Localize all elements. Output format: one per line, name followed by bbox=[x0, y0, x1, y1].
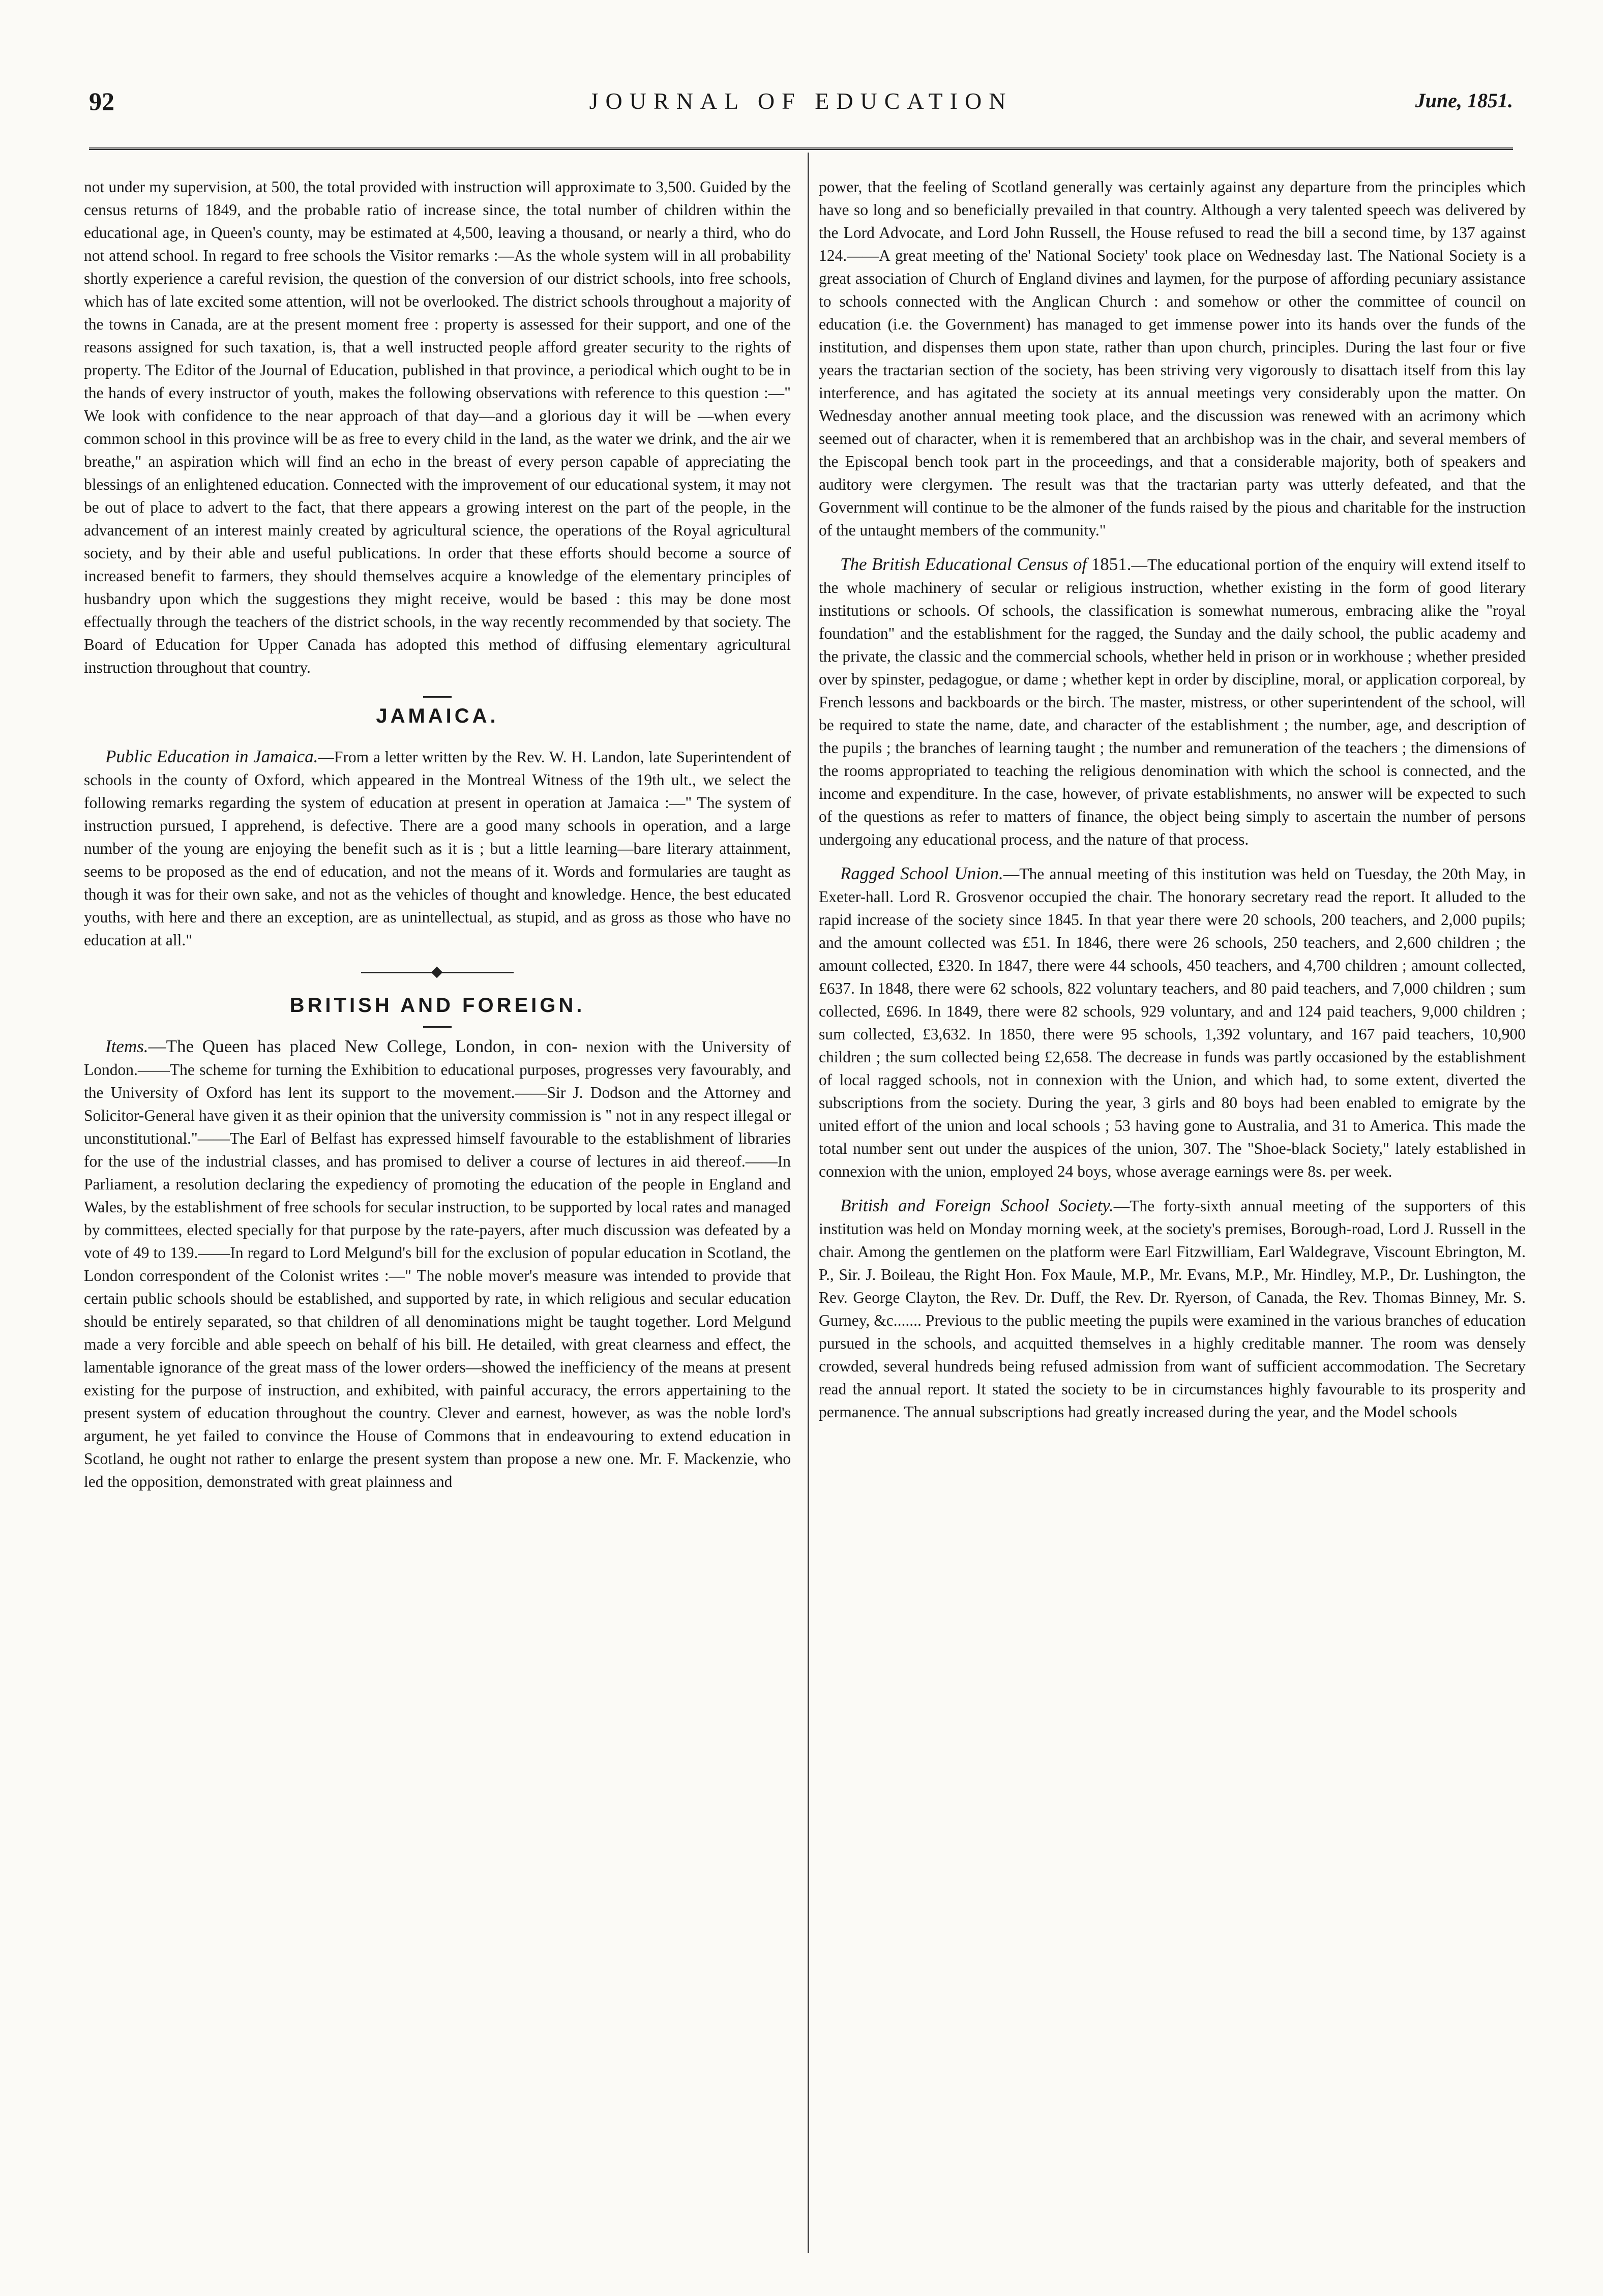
census-run-in: The British Educational Census of bbox=[840, 554, 1087, 574]
census-body: —The educational portion of the enquiry will extend itself to the whole machinery of secular or religious instruction, whether existing in the form of good literary institutions or schools. Of schools, the classification is somewhat numerous, embracing alike the "royal foundation" and the establishment for the ragged, the Sunday and the daily school, the public academy and the private, the classic and the commercial schools, whether held in prison or in workhouse ; whether presided over by spinster, pedagogue, or dame ; whether kept in order by discipline, moral, or application corporeal, by French lessons and backboards or the birch. The master, mistress, or other superintendent of the school, will be required to state the name, date, and character of the establishment ; the number, age, and description of the pupils ; the branches of learning taught ; the number and remuneration of the teachers ; the dimensions of the rooms appropriated to teaching the religious denomination with which the school is connected, and the income and expenditure. In the case, however, of private establishments, no answer will be expected to such of the questions as refer to matters of finance, the object being simply to ascertain the number of persons undergoing any educational process, and the nature of that process. bbox=[819, 556, 1526, 848]
left-column bbox=[84, 175, 791, 1493]
items-paragraph bbox=[84, 1035, 791, 1493]
page-number: 92 bbox=[89, 87, 114, 115]
jamaica-run-in: Public Education in Jamaica. bbox=[105, 747, 318, 766]
bfss-body: —The forty-sixth annual meeting of the supporters of this institution was held on Monday morning week, at the society's premises, Borough-road, Lord J. Russell in the chair. Among the gentlemen on the platform were Earl Fitzwilliam, Earl Waldegrave, Viscount Ebrington, M. P., Sir. J. Boileau, the Right Hon. Fox Maule, M.P., Mr. Evans, M.P., Mr. Hindley, M.P., Dr. Lushington, the Rev. George Clayton, the Rev. Dr. Duff, the Rev. Dr. Ryerson, of Canada, the Rev. Thomas Binney, Mr. S. Gurney, &c....... Previous to the public meeting the pupils were examined in the various branches of education pursued in the schools, and acquitted themselves in a highly creditable manner. The room was densely crowded, several hundreds being refused admission from want of sufficient accommodation. The Secretary read the annual report. It stated the society to be in circumstances highly favourable to its prosperity and permanence. The annual subscriptions had greatly increased during the year, and the Model schools bbox=[819, 1197, 1526, 1421]
section-rule bbox=[423, 696, 452, 698]
continued-paragraph: power, that the feeling of Scotland generally was certainly against any departure from the principles which have so long and so beneficially prevailed in that country. Although a very talented speech was delivered by the Lord Advocate, and Lord John Russell, the House refused to read the bill a second time, by 137 against 124.——A great meeting of the' National Society' took place on Wednesday last. The National Society is a great association of Church of England divines and laymen, for the purpose of affording pecuniary assistance to schools connected with the Anglican Church : and somehow or other the committee of council on education (i.e. the Government) has managed to get immense power into its hands over the funds of the institution, and dispenses them upon state, rather than upon church, principles. During the last four or five years the tractarian section of the society, has been striving very vigorously to disattach itself from this lay interference, and has agitated the society at its annual meetings very considerably upon the matter. On Wednesday another annual meeting took place, and the discussion was renewed with an acrimony which seemed out of character, when it is remembered that an archbishop was in the chair, and several members of the Episcopal bench took part in the proceedings, and that a considerable majority, both of speakers and auditory were clergymen. The result was that the tractarian party was utterly defeated, and that the Government will continue to be the almoner of the funds raised by the pious and charitable for the instruction of the untaught members of the community." bbox=[819, 178, 1526, 539]
running-head bbox=[89, 86, 1513, 122]
ragged-school-body: —The annual meeting of this institution was held on Tuesday, the 20th May, in Exeter-hall. Lord R. Grosvenor occupied the chair. The honorary secretary read the report. It alluded to the rapid increase of the society since 1845. In that year there were 20 schools, 200 teachers, and 2,000 pupils; and the amount collected was £51. In 1846, there were 26 schools, 250 teachers, and 2,600 children ; the amount collected, £320. In 1847, there were 44 schools, 450 teachers, and 4,700 children ; amount collected, £637. In 1848, there were 62 schools, 822 voluntary teachers, and 80 paid teachers, and 7,000 children ; sum collected, £696. In 1849, there were 82 schools, 929 voluntary, and and 124 paid teachers, 9,000 children ; sum collected, £3,632. In 1850, there were 95 schools, 1,392 voluntary, and 167 paid teachers, 10,900 children ; the sum collected being £2,658. The decrease in funds was partly occasioned by the establishment of local ragged schools, not in connexion with the Union, and which had, to some extent, diverted the subscriptions from the society. During the year, 3 girls and 80 boys had been enabled to emigrate by the united effort of the union and local schools ; 53 having gone to Australia, and 31 to America. This made the total number sent out under the auspices of the union, 307. The "Shoe-black Society," lately established in connexion with the union, employed 24 boys, whose average earnings were 8s. per week. bbox=[819, 865, 1526, 1180]
continued-paragraph: not under my supervision, at 500, the total provided with instruction will approximate to 3,500. Guided by the census returns of 1849, and the probable ratio of increase since, the total number of children within the educational age, in Queen's county, may be estimated at 4,500, leaving a thousand, or nearly a third, who do not attend school. In regard to free schools the Visitor remarks :—As the whole system will in all probability shortly experience a careful revision, the question of the conversion of our district schools, into free schools, which has of late excited some attention, will not be overlooked. The district schools throughout a majority of the towns in Canada, are at the present moment free : property is assessed for their support, and one of the reasons assigned for such taxation, is, that a well instructed people afford greater security to the rights of property. The Editor of the Journal of Education, published in that province, a periodical which ought to be in the hands of every instructor of youth, makes the following observations with reference to this question :—" We look with confidence to the near approach of that day—and a glorious day it will be —when every common school in this province will be as free to every child in the land, as the water we drink, and the air we breathe," an aspiration which will find an echo in the breast of every person capable of appreciating the blessings of an enlightened education. Connected with the improvement of our educational system, it may not be out of place to advert to the fact, that there appears a growing interest on the part of the people, in the advancement of an interest mainly created by agricultural science, the operations of the Royal agricultural society, and by their able and useful publications. In order that these efforts should become a source of increased benefit to farmers, they should themselves acquire a knowledge of the elementary principles of husbandry upon which the suggestions they might receive, would be based : this may be done most effectually through the teachers of the district schools, in the way recently recommended by that society. The Board of Education for Upper Canada has adopted this method of diffusing elementary agricultural instruction throughout that country. bbox=[84, 178, 791, 676]
census-paragraph bbox=[819, 553, 1526, 851]
ragged-school-run-in: Ragged School Union. bbox=[840, 863, 1003, 883]
jamaica-paragraph bbox=[84, 745, 791, 951]
ragged-school-paragraph bbox=[819, 862, 1526, 1183]
section-ornament bbox=[361, 970, 514, 975]
journal-title: JOURNAL OF EDUCATION bbox=[589, 88, 1013, 114]
issue-date: June, 1851. bbox=[1415, 89, 1513, 112]
items-run-in: Items. bbox=[105, 1036, 149, 1056]
british-foreign-heading: BRITISH AND FOREIGN. bbox=[289, 994, 585, 1017]
header-rule bbox=[89, 147, 1513, 150]
section-rule bbox=[423, 1026, 452, 1028]
census-year: 1851. bbox=[1091, 554, 1132, 574]
jamaica-body: —From a letter written by the Rev. W. H. Landon, late Superintendent of schools in the county of Oxford, which appeared in the Montreal Witness of the 19th ult., we select the following remarks regarding the system of education at present in operation at Jamaica :—" The system of instruction pursued, I apprehend, is defective. There are a good many schools in operation, and a large number of the young are enjoying the benefit such as it is ; but a little learning—bare literary attainment, seems to be proposed as the end of education, and not the means of it. Words and formularies are taught as though it was for their own sake, and not as the vehicles of thought and knowledge. Hence, the best educated youths, with here and there an exception, are as unintellectual, as stupid, and as gross as those who have no education at all." bbox=[84, 748, 791, 949]
bfss-paragraph bbox=[819, 1194, 1526, 1423]
right-column bbox=[819, 175, 1526, 1423]
column-divider bbox=[808, 153, 809, 2253]
items-body: nexion with the University of London.——The scheme for turning the Exhibition to educational purposes, progresses very favourably, and the University of Oxford has lent its support to the movement.——Sir J. Dodson and the Attorney and Solicitor-General have given it as their opinion that the university commission is " not in any respect illegal or unconstitutional."——The Earl of Belfast has expressed himself favourable to the establishment of libraries for the use of the industrial classes, and has promised to deliver a course of lectures in aid thereof.——In Parliament, a resolution declaring the expediency of promoting the education of the people in England and Wales, by the establishment of free schools for secular instruction, to be supported by local rates and managed by committees, elected specially for that purpose by the rate-payers, after much discussion was defeated by a vote of 49 to 139.——In regard to Lord Melgund's bill for the exclusion of popular education in Scotland, the London correspondent of the Colonist writes :—" The noble mover's measure was intended to provide that certain public schools should be established, and supported by rate, in which religious and secular education should be entirely separated, so that children of all denominations might be taught together. Lord Melgund made a very forcible and able speech on behalf of his bill. He detailed, with great clearness and effect, the lamentable ignorance of the great mass of the lower orders—showed the inefficiency of the means at present existing for the purpose of instruction, and exhibited, with painful accuracy, the errors appertaining to the present system of education throughout the country. Clever and earnest, however, as was the noble lord's argument, he yet failed to convince the House of Commons that in endeavouring to extend education in Scotland, he ought not rather to enlarge the present system than propose a new one. Mr. F. Mackenzie, who led the opposition, demonstrated with great plainness and bbox=[84, 1038, 791, 1490]
items-lead: —The Queen has placed New College, London, in con- bbox=[148, 1036, 578, 1056]
bfss-run-in: British and Foreign School Society. bbox=[840, 1196, 1114, 1215]
jamaica-heading: JAMAICA. bbox=[376, 705, 499, 727]
